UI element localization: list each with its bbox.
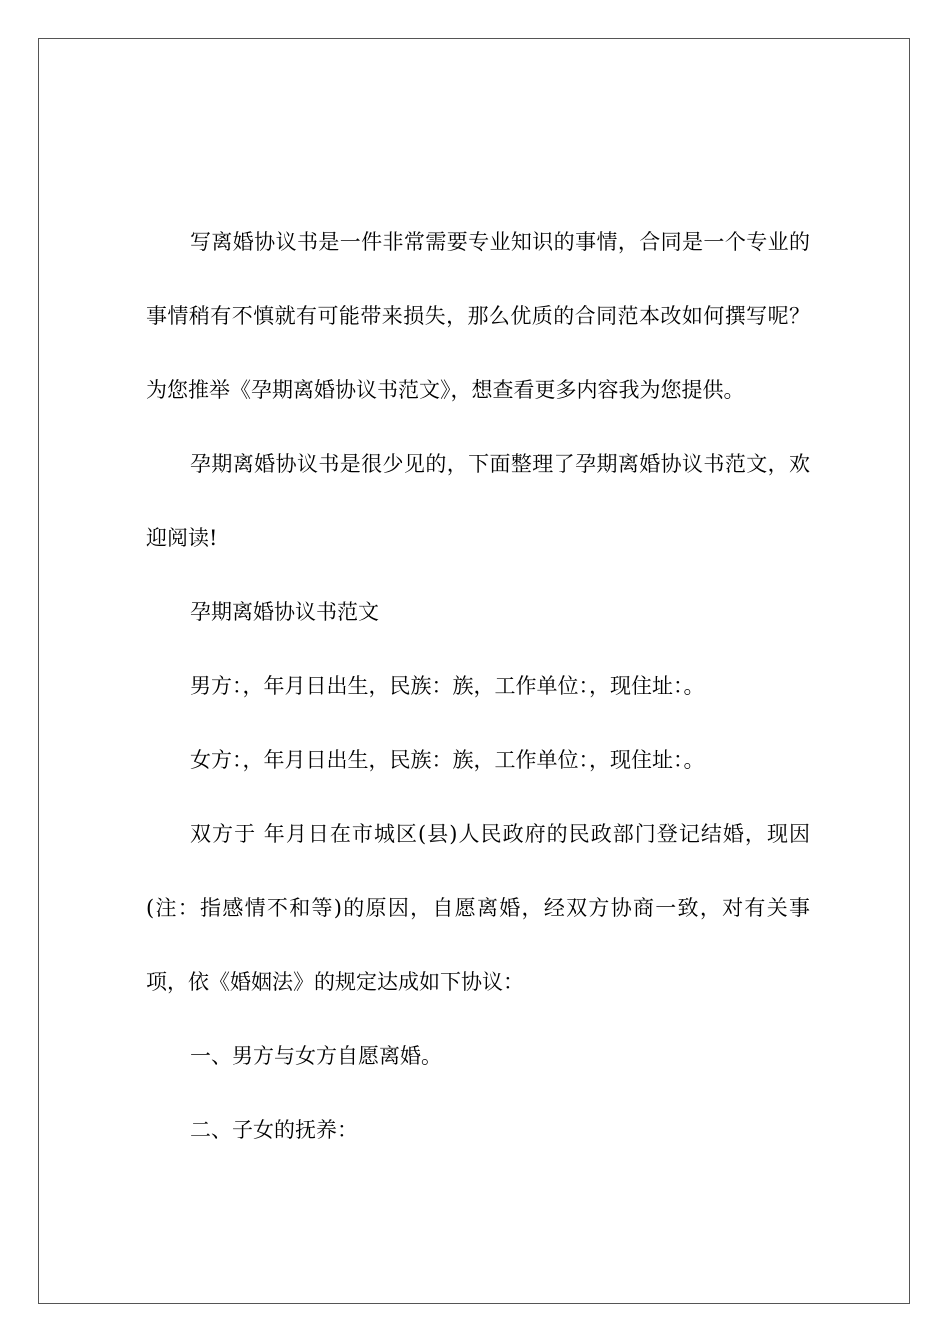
- paragraph-marriage-info: 双方于 年月日在市城区(县)人民政府的民政部门登记结婚，现因(注：指感情不和等)的原因，自愿离婚，经双方协商一致，对有关事项，依《婚姻法》的规定达成如下协议：: [146, 822, 810, 994]
- document-body: [146, 205, 810, 1167]
- clause-2: 二、子女的抚养：: [190, 1118, 358, 1142]
- clause-1: 一、男方与女方自愿离婚。: [190, 1044, 442, 1068]
- paragraph-lead: 孕期离婚协议书是很少见的，下面整理了孕期离婚协议书范文，欢迎阅读!: [146, 452, 810, 550]
- document-title: 孕期离婚协议书范文: [190, 600, 379, 624]
- paragraph-female-party: 女方：，年月日出生，民族：族，工作单位：，现住址：。: [190, 748, 705, 772]
- paragraph-male-party: 男方：，年月日出生，民族：族，工作单位：，现住址：。: [190, 674, 705, 698]
- paragraph-intro: 写离婚协议书是一件非常需要专业知识的事情，合同是一个专业的事情稍有不慎就有可能带来损失，那么优质的合同范本改如何撰写呢？为您推举《孕期离婚协议书范文》，想查看更多内容我为您提供。: [146, 230, 810, 402]
